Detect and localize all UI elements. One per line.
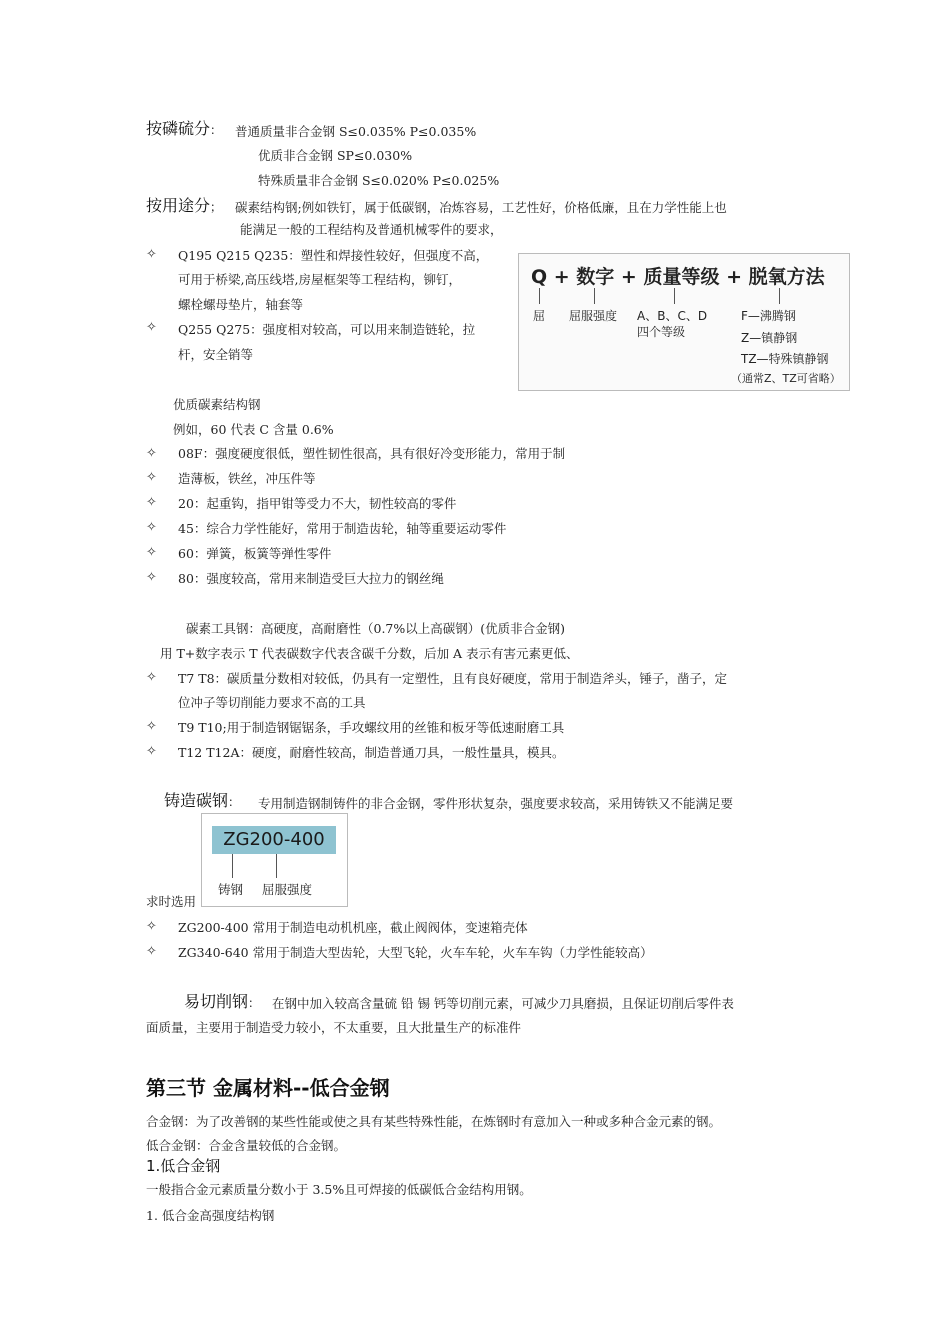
- bullet-icon: ✧: [146, 446, 157, 461]
- list-item: 08F：强度硬度很低，塑性韧性很高，具有很好冷变形能力，常用于制: [178, 446, 566, 461]
- figure-note: （通常Z、TZ可省略）: [731, 372, 841, 385]
- list-item: 造薄板，铁丝，冲压件等: [178, 471, 316, 486]
- list-item: 80：强度较高，常用来制造受巨大拉力的钢丝绳: [178, 571, 444, 586]
- text-line: 杆，安全销等: [178, 347, 254, 362]
- text-line: 优质非合金钢 SP≤0.030%: [258, 148, 413, 163]
- connector-line: [594, 288, 595, 304]
- text-line: 特殊质量非合金钢 S≤0.020% P≤0.025%: [258, 173, 500, 188]
- section-heading-usage: 按用途分；: [146, 196, 223, 215]
- figure-label: 屈服强度: [569, 309, 618, 323]
- list-item: 位冲子等切削能力要求不高的工具: [178, 695, 366, 710]
- connector-line: [779, 288, 780, 304]
- list-item: 20：起重钩，指甲钳等受力不大，韧性较高的零件: [178, 496, 457, 511]
- bullet-icon: ✧: [146, 744, 157, 759]
- connector-line: [539, 288, 540, 304]
- figure-label: F—沸腾钢: [741, 309, 796, 323]
- figure-label: Z—镇静钢: [741, 331, 798, 345]
- text-line: 能满足一般的工程结构及普通机械零件的要求，: [240, 222, 503, 237]
- connector-line: [232, 854, 233, 878]
- text-line: 螺栓螺母垫片，轴套等: [178, 297, 304, 312]
- figure-label: 四个等级: [637, 325, 686, 339]
- text-line: 用 T+数字表示 T 代表碳数字代表含碳千分数，后加 A 表示有害元素更低、: [160, 646, 579, 661]
- list-item: 60：弹簧，板簧等弹性零件: [178, 546, 332, 561]
- steel-grade-naming-figure: [518, 253, 850, 391]
- section-heading-cast-steel: 铸造碳钢：: [164, 791, 241, 810]
- figure-label: 屈服强度: [262, 882, 313, 897]
- bullet-icon: ✧: [146, 320, 157, 335]
- figure-label: TZ—特殊镇静钢: [741, 352, 829, 366]
- subsection-title: 碳素工具钢：高硬度，高耐磨性（0.7%以上高碳钢）(优质非合金钢): [186, 621, 566, 636]
- connector-line: [674, 288, 675, 304]
- figure-formula: Q + 数字 + 质量等级 + 脱氧方法: [531, 266, 825, 288]
- text-line: 在钢中加入较高含量硫 铅 锡 钙等切削元素，可减少刀具磨损，且保证切削后零件表: [272, 996, 734, 1011]
- figure-label: 屈: [533, 309, 546, 323]
- text-line: 求时选用: [146, 894, 197, 909]
- list-item: 1. 低合金高强度结构钢: [146, 1208, 275, 1223]
- figure-code: ZG200-400: [212, 826, 336, 854]
- section-heading-free-cutting: 易切削钢：: [184, 992, 261, 1011]
- bullet-icon: ✧: [146, 670, 157, 685]
- text-line: 例如，60 代表 C 含量 0.6%: [173, 422, 334, 437]
- bullet-icon: ✧: [146, 520, 157, 535]
- bullet-icon: ✧: [146, 719, 157, 734]
- subsection-heading: 1.低合金钢: [146, 1157, 221, 1175]
- text-line: 普通质量非合金钢 S≤0.035% P≤0.035%: [235, 124, 477, 139]
- bullet-icon: ✧: [146, 247, 157, 262]
- bullet-icon: ✧: [146, 944, 157, 959]
- figure-label: 铸钢: [218, 882, 244, 897]
- list-item: ZG340-640 常用于制造大型齿轮，大型飞轮，火车车轮，火车车钩（力学性能较高）: [178, 945, 653, 960]
- section-title: 第三节 金属材料--低合金钢: [146, 1076, 390, 1100]
- definition-text: 合金钢：为了改善钢的某些性能或使之具有某些特殊性能，在炼钢时有意加入一种或多种合金元素的钢。: [146, 1114, 722, 1129]
- cast-steel-code-figure: [201, 813, 348, 907]
- bullet-icon: ✧: [146, 570, 157, 585]
- bullet-icon: ✧: [146, 545, 157, 560]
- text-line: Q195 Q215 Q235：塑性和焊接性较好，但强度不高，: [178, 248, 489, 263]
- list-item: T9 T10;用于制造钢锯锯条，手攻螺纹用的丝锥和板牙等低速耐磨工具: [178, 720, 565, 735]
- subsection-title: 优质碳素结构钢: [173, 397, 261, 412]
- bullet-icon: ✧: [146, 919, 157, 934]
- text-line: 一般指合金元素质量分数小于 3.5%且可焊接的低碳低合金结构用钢。: [146, 1182, 532, 1197]
- list-item: 45：综合力学性能好，常用于制造齿轮，轴等重要运动零件: [178, 521, 507, 536]
- section-heading-phosphorus-sulfur: 按磷硫分：: [146, 119, 223, 138]
- list-item: T7 T8：碳质量分数相对较低，仍具有一定塑性，且有良好硬度，常用于制造斧头，锤子，凿子，定: [178, 671, 728, 686]
- bullet-icon: ✧: [146, 470, 157, 485]
- connector-line: [276, 854, 277, 878]
- list-item: T12 T12A：硬度，耐磨性较高，制造普通刀具，一般性量具，模具。: [178, 745, 565, 760]
- text-line: 可用于桥梁,高压线塔,房屋框架等工程结构，铆钉，: [178, 272, 461, 287]
- figure-label: A、B、C、D: [637, 309, 708, 323]
- text-line: Q255 Q275：强度相对较高，可以用来制造链轮，拉: [178, 322, 476, 337]
- bullet-icon: ✧: [146, 495, 157, 510]
- text-line: 面质量，主要用于制造受力较小，不太重要，且大批量生产的标准件: [146, 1020, 522, 1035]
- text-line: 碳素结构钢;例如铁钉，属于低碳钢，冶炼容易，工艺性好，价格低廉，且在力学性能上也: [235, 200, 727, 215]
- list-item: ZG200-400 常用于制造电动机机座，截止阀阀体，变速箱壳体: [178, 920, 528, 935]
- definition-text: 低合金钢：合金含量较低的合金钢。: [146, 1138, 347, 1153]
- text-line: 专用制造钢制铸件的非合金钢，零件形状复杂，强度要求较高，采用铸铁又不能满足要: [258, 796, 734, 811]
